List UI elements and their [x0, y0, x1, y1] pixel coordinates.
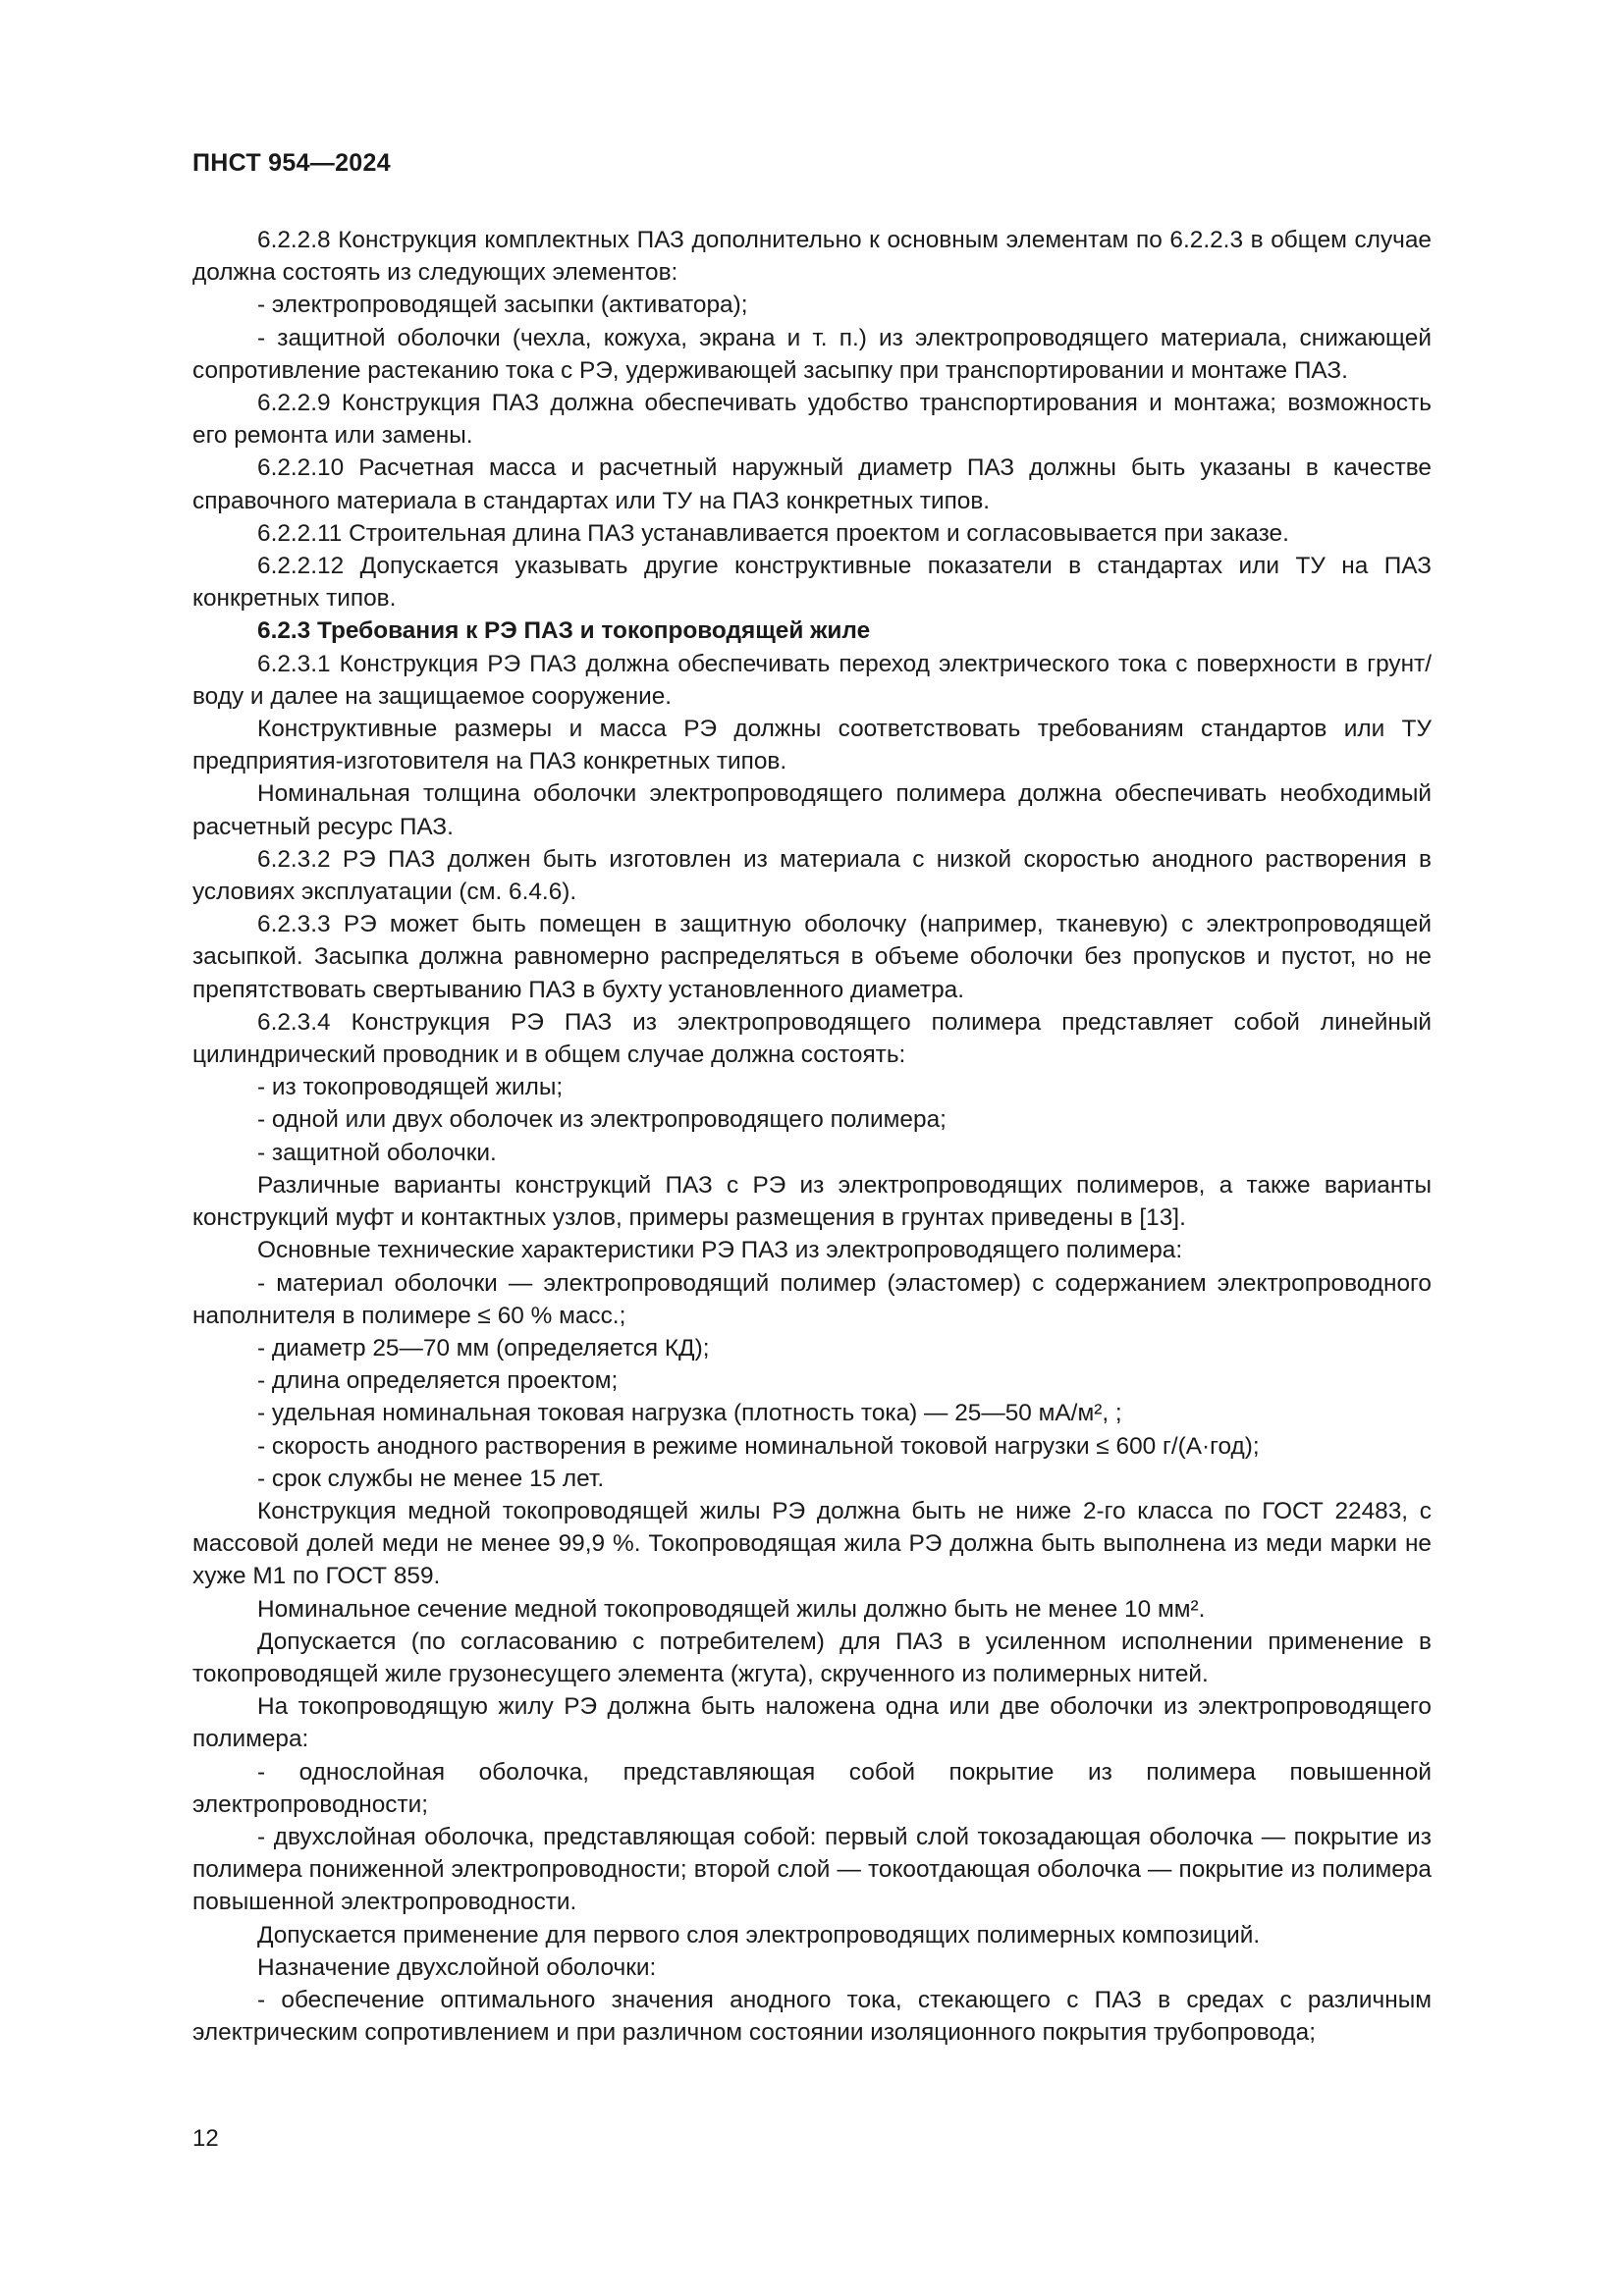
paragraph: 6.2.2.11 Строительная длина ПАЗ устанавливается проектом и согласовывается при заказе. [257, 519, 1289, 547]
paragraph: 6.2.2.8 Конструкция комплектных ПАЗ дополнительно к основным элементам по 6.2.2.3 в общем случае должна состоять из следующих элементов: [192, 227, 1432, 287]
paragraph: - из токопроводящей жилы; [257, 1074, 564, 1101]
paragraph: Номинальное сечение медной токопроводящей жилы должно быть не менее 10 мм². [257, 1595, 1206, 1623]
paragraph: 6.2.3.3 РЭ может быть помещен в защитную оболочку (например, тканевую) с электропроводящей засыпкой. Засыпка должна равномерно распределяться в объеме оболочки без пропусков и пустот, но не препятствовать свертыванию ПАЗ в бухту установленного диаметра. [192, 911, 1432, 1003]
paragraph: Различные варианты конструкций ПАЗ с РЭ из электропроводящих полимеров, а также варианты конструкций муфт и контактных узлов, примеры размещения в грунтах приведены в [13]. [192, 1171, 1432, 1232]
section-heading: 6.2.3 Требования к РЭ ПАЗ и токопроводящей жиле [257, 617, 871, 645]
paragraph: - однослойная оболочка, представляющая собой покрытие из полимера повышенной электропроводности; [192, 1758, 1432, 1818]
paragraph: - одной или двух оболочек из электропроводящего полимера; [257, 1106, 947, 1134]
paragraph: - защитной оболочки (чехла, кожуха, экрана и т. п.) из электропроводящего материала, снижающей сопротивление растеканию тока с РЭ, удерживающей засыпку при транспортировании и монтаже ПАЗ. [192, 324, 1432, 384]
document-header-id: ПНСТ 954—2024 [192, 149, 391, 177]
paragraph: 6.2.2.9 Конструкция ПАЗ должна обеспечивать удобство транспортирования и монтажа; возможность его ремонта или замены. [192, 390, 1432, 450]
paragraph: Назначение двухслойной оболочки: [257, 1953, 657, 1981]
paragraph: - электропроводящей засыпки (активатора); [257, 292, 748, 319]
paragraph: 6.2.2.12 Допускается указывать другие конструктивные показатели в стандартах или ТУ на ПАЗ конкретных типов. [192, 553, 1432, 613]
paragraph: 6.2.3.4 Конструкция РЭ ПАЗ из электропроводящего полимера представляет собой линейный цилиндрический проводник и в общем случае должна состоять: [192, 1008, 1432, 1069]
paragraph: Допускается (по согласованию с потребителем) для ПАЗ в усиленном исполнении применение в токопроводящей жиле грузонесущего элемента (жгута), скрученного из полимерных нитей. [192, 1628, 1432, 1687]
paragraph: Конструкция медной токопроводящей жилы РЭ должна быть не ниже 2-го класса по ГОСТ 22483, с массовой долей меди не менее 99,9 %. Токопроводящая жила РЭ должна быть выполнена из меди марки не хуже М1 по ГОСТ 859. [192, 1497, 1432, 1590]
paragraph: - диаметр 25—70 мм (определяется КД); [257, 1334, 710, 1362]
paragraph: - защитной оболочки. [257, 1139, 497, 1166]
paragraph: - удельная номинальная токовая нагрузка (плотность тока) — 25—50 мА/м², ; [257, 1400, 1122, 1427]
paragraph: - длина определяется проектом; [257, 1367, 619, 1395]
document-body [192, 224, 1432, 2049]
paragraph: Конструктивные размеры и масса РЭ должны соответствовать требованиям стандартов или ТУ предприятия-изготовителя на ПАЗ конкретных типов. [192, 716, 1432, 775]
paragraph: Основные технические характеристики РЭ ПАЗ из электропроводящего полимера: [257, 1237, 1183, 1264]
paragraph: На токопроводящую жилу РЭ должна быть наложена одна или две оболочки из электропроводящего полимера: [192, 1693, 1432, 1753]
paragraph: - двухслойная оболочка, представляющая собой: первый слой токозадающая оболочка — покрытие из полимера пониженной электропроводности; второй слой — токоотдающая оболочка — покрытие из полимера повышенной электропроводности. [192, 1823, 1432, 1916]
paragraph: - срок службы не менее 15 лет. [257, 1465, 605, 1492]
paragraph: - обеспечение оптимального значения анодного тока, стекающего с ПАЗ в средах с различным электрическим сопротивлением и при различном состоянии изоляционного покрытия трубопровода; [192, 1986, 1432, 2047]
paragraph: 6.2.2.10 Расчетная масса и расчетный наружный диаметр ПАЗ должны быть указаны в качестве справочного материала в стандартах или ТУ на ПАЗ конкретных типов. [192, 454, 1432, 514]
paragraph: - материал оболочки — электропроводящий полимер (эластомер) с содержанием электропроводного наполнителя в полимере ≤ 60 % масс.; [192, 1269, 1432, 1329]
paragraph: Допускается применение для первого слоя электропроводящих полимерных композиций. [257, 1921, 1261, 1949]
paragraph: 6.2.3.2 РЭ ПАЗ должен быть изготовлен из материала с низкой скоростью анодного растворения в условиях эксплуатации (см. 6.4.6). [192, 845, 1432, 906]
paragraph: 6.2.3.1 Конструкция РЭ ПАЗ должна обеспечивать переход электрического тока с поверхности в грунт/воду и далее на защищаемое сооружение. [192, 650, 1432, 710]
paragraph: Номинальная толщина оболочки электропроводящего полимера должна обеспечивать необходимый расчетный ресурс ПАЗ. [192, 780, 1432, 840]
page-number: 12 [192, 2125, 219, 2152]
paragraph: - скорость анодного растворения в режиме номинальной токовой нагрузки ≤ 600 г/(А·год); [257, 1432, 1260, 1460]
